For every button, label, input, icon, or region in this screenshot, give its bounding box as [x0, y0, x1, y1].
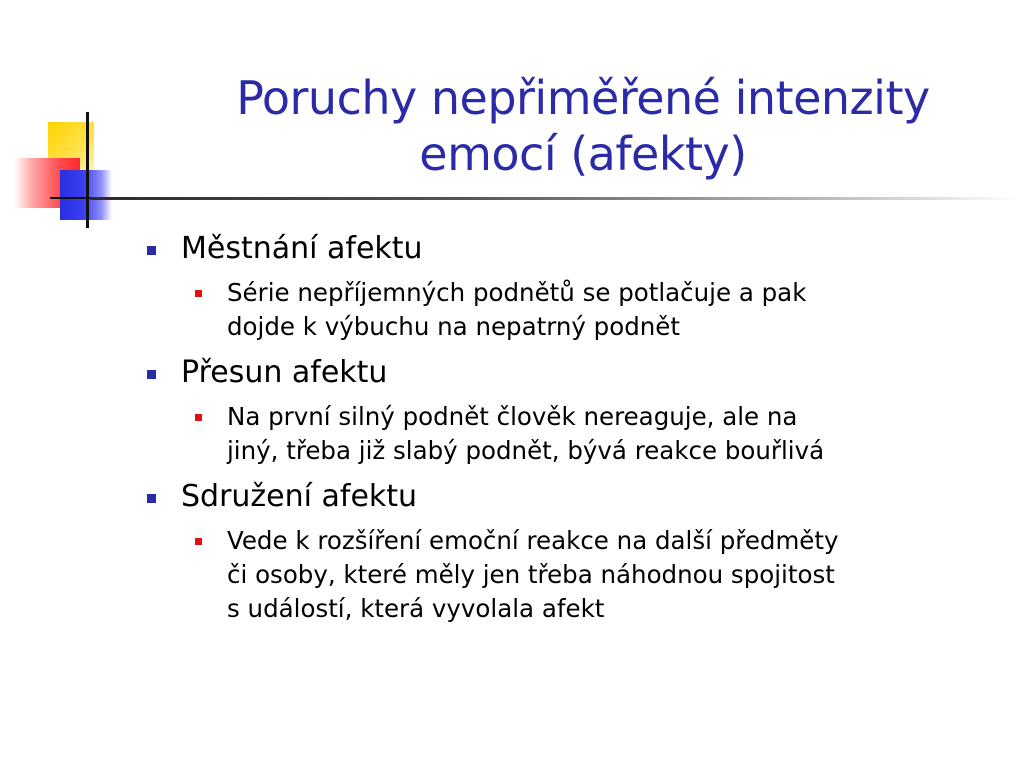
title-line-2: emocí (afekty)	[419, 127, 747, 181]
square-bullet-icon	[195, 414, 202, 421]
sub-bullet-item-2	[145, 400, 1005, 468]
square-bullet-icon	[147, 370, 156, 379]
sub-bullet-text-line: Na první silný podnět člověk nereaguje, ale na	[227, 402, 798, 431]
decorative-logo	[0, 0, 170, 240]
sub-bullet-text-line: Série nepříjemných podnětů se potlačuje a pak	[227, 278, 807, 307]
bullet-item-label: Sdružení afektu	[181, 479, 418, 514]
bullet-item-label: Městnání afektu	[181, 231, 423, 266]
bullet-item-3	[145, 478, 1005, 516]
square-bullet-icon	[147, 494, 156, 503]
sub-bullet-text-line: jiný, třeba již slabý podnět, bývá reakce bouřlivá	[227, 436, 825, 465]
bullet-item-2	[145, 354, 1005, 392]
slide-title	[150, 70, 1016, 182]
title-underline	[90, 197, 1020, 200]
bullet-list	[145, 230, 1005, 636]
sub-bullet-text-line: Vede k rozšíření emoční reakce na další předměty	[227, 526, 839, 555]
square-bullet-icon	[195, 290, 202, 297]
sub-bullet-text-line: či osoby, které měly jen třeba náhodnou spojitost	[227, 560, 835, 589]
sub-bullet-item-1	[145, 276, 1005, 344]
bullet-item-1	[145, 230, 1005, 268]
bullet-item-label: Přesun afektu	[181, 355, 388, 390]
sub-bullet-text-line: dojde k výbuchu na nepatrný podnět	[227, 312, 680, 341]
square-bullet-icon	[147, 246, 156, 255]
sub-bullet-item-3	[145, 524, 1005, 626]
square-bullet-icon	[195, 538, 202, 545]
title-line-1: Poruchy nepřiměřené intenzity	[236, 71, 930, 125]
logo-vertical-line	[86, 112, 89, 228]
sub-bullet-text-line: s událostí, která vyvolala afekt	[227, 594, 605, 623]
